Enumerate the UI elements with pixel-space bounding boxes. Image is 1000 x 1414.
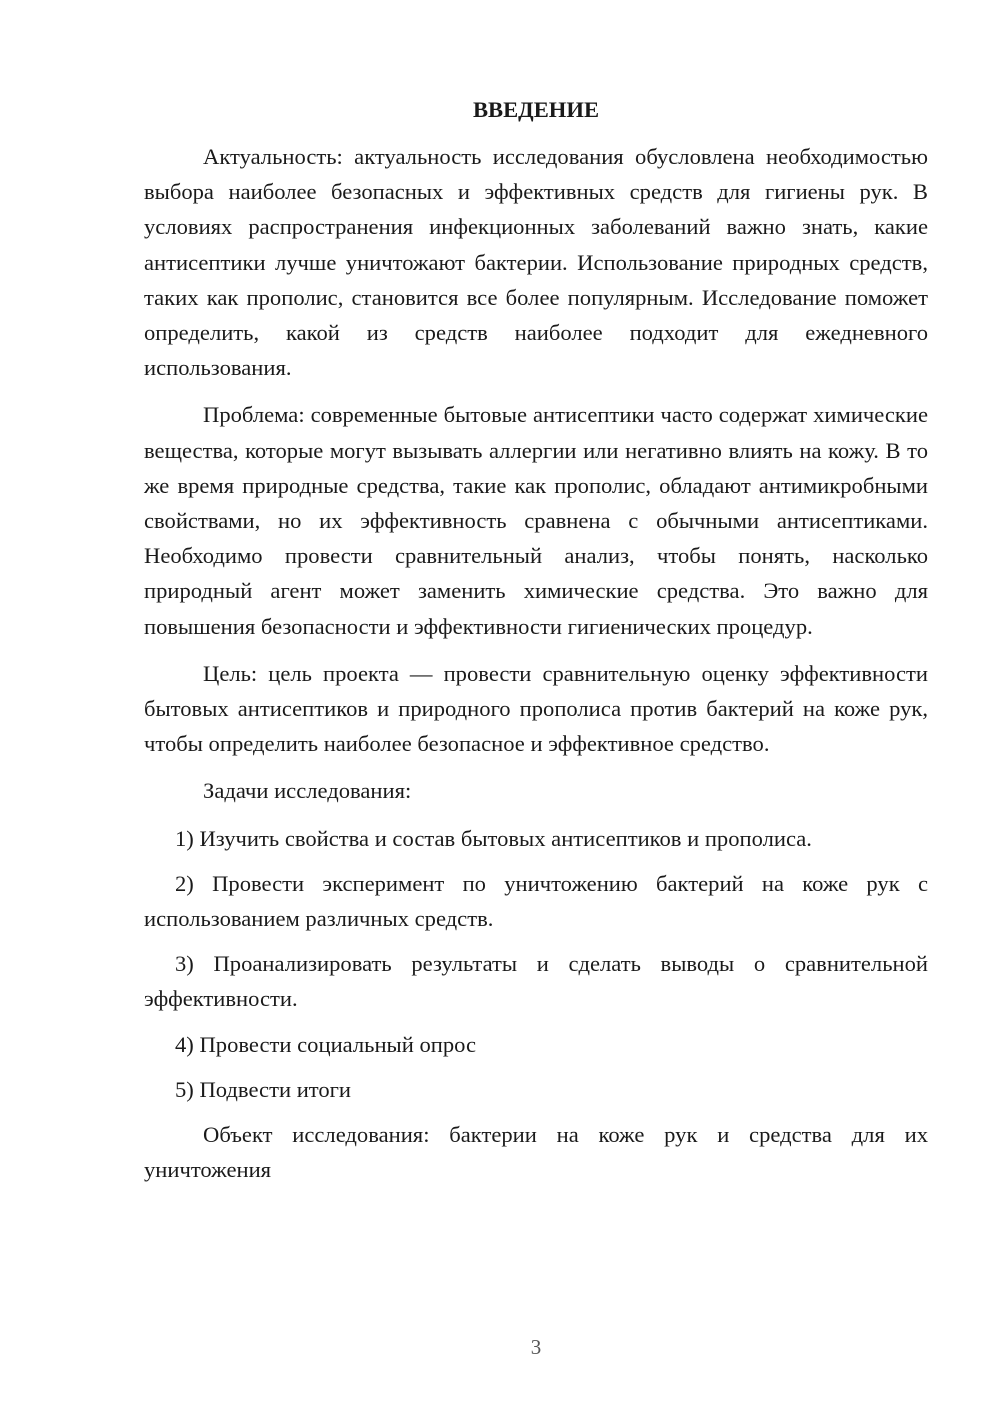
task-item-1: 1) Изучить свойства и состав бытовых антисептиков и прополиса. bbox=[175, 825, 812, 851]
task-item-4: 4) Провести социальный опрос bbox=[175, 1031, 477, 1057]
problem-paragraph: Проблема: современные бытовые антисептики часто содержат химические вещества, которые могут вызывать аллергии или негативно влиять на кожу. В то же время природные средства, такие как прополис, обладают антимикробными свойствами, но их эффективность сравнена с обычными антисептиками. Необходимо провести сравнительный анализ, чтобы понять, насколько природный агент может заменить химические средства. Это важно для повышения безопасности и эффективности гигиенических процедур. bbox=[144, 402, 928, 639]
relevance-paragraph: Актуальность: актуальность исследования обусловлена необходимостью выбора наиболее безопасных и эффективных средств для гигиены рук. В условиях распространения инфекционных заболеваний важно знать, какие антисептики лучше уничтожают бактерии. Использование природных средств, таких как прополис, становится все более популярным. Исследование поможет определить, какой из средств наиболее подходит для ежедневного использования. bbox=[144, 144, 928, 381]
task-item-2: 2) Провести эксперимент по уничтожению бактерий на коже рук с использованием различных средств. bbox=[144, 870, 928, 932]
goal-paragraph: Цель: цель проекта — провести сравнительную оценку эффективности бытовых антисептиков и природного прополиса против бактерий на коже рук, чтобы определить наиболее безопасное и эффективное средство. bbox=[144, 660, 928, 757]
tasks-heading: Задачи исследования: bbox=[203, 778, 412, 804]
object-paragraph: Объект исследования: бактерии на коже рук и средства для их уничтожения bbox=[144, 1122, 928, 1183]
task-item-5: 5) Подвести итоги bbox=[175, 1076, 352, 1102]
task-item-3: 3) Проанализировать результаты и сделать выводы о сравнительной эффективности. bbox=[144, 951, 928, 1012]
section-heading: ВВЕДЕНИЕ bbox=[472, 97, 600, 122]
page-number: 3 bbox=[530, 1335, 542, 1359]
document-page bbox=[144, 92, 928, 1199]
